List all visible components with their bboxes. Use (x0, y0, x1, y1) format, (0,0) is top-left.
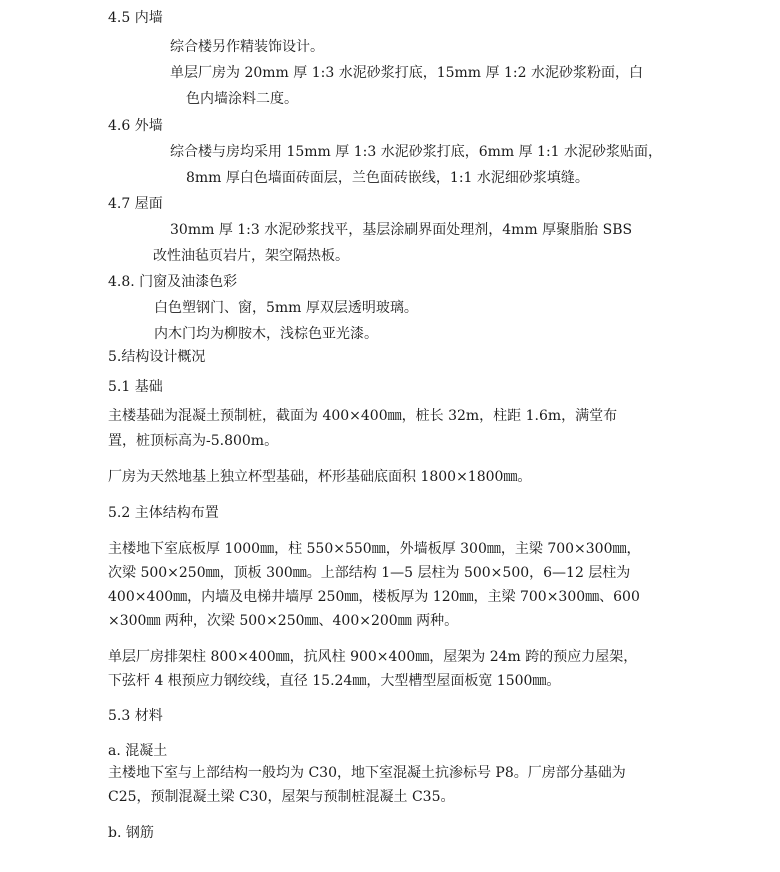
section-heading: 4.8. 门窗及油漆色彩 (108, 274, 238, 290)
section-heading: 4.6 外墙 (108, 118, 163, 134)
paragraph-line: 置，桩顶标高为-5.800m。 (108, 433, 279, 449)
paragraph-line: 单层厂房排架柱 800×400㎜，抗风柱 900×400㎜，屋架为 24m 跨的预应力屋架， (108, 649, 638, 665)
paragraph-line: C25，预制混凝土梁 C30，屋架与预制桩混凝土 C35。 (108, 789, 455, 805)
paragraph-line: 次梁 500×250㎜，顶板 300㎜。上部结构 1—5 层柱为 500×500，6—12 层柱为 (108, 565, 631, 581)
paragraph-line: 主楼地下室与上部结构一般均为 C30，地下室混凝土抗渗标号 P8。厂房部分基础为 (108, 765, 626, 781)
paragraph-line: 400×400㎜，内墙及电梯井墙厚 250㎜，楼板厚为 120㎜，主梁 700×300㎜、600 (108, 589, 640, 605)
section-heading: 5.2 主体结构布置 (108, 505, 219, 521)
paragraph-line: 主楼地下室底板厚 1000㎜，柱 550×550㎜，外墙板厚 300㎜，主梁 700×300㎜， (108, 541, 641, 557)
subsection-heading: a. 混凝土 (108, 743, 168, 759)
section-heading: 5.1 基础 (108, 379, 163, 395)
paragraph-line: 综合楼与房均采用 15mm 厚 1:3 水泥砂浆打底，6mm 厚 1:1 水泥砂浆贴面， (170, 144, 663, 160)
section-heading: 5.3 材料 (108, 708, 163, 724)
paragraph-line: 白色塑钢门、窗，5mm 厚双层透明玻璃。 (154, 300, 418, 316)
paragraph-line: 色内墙涂料二度。 (186, 91, 298, 107)
paragraph-line: 内木门均为柳胺木，浅棕色亚光漆。 (154, 326, 378, 342)
paragraph-line: ×300㎜ 两种，次梁 500×250㎜、400×200㎜ 两种。 (108, 613, 459, 629)
paragraph-line: 下弦杆 4 根预应力钢绞线，直径 15.24㎜，大型槽型屋面板宽 1500㎜。 (108, 673, 561, 689)
paragraph-line: 厂房为天然地基上独立杯型基础，杯形基础底面积 1800×1800㎜。 (108, 469, 532, 485)
section-heading: 4.5 内墙 (108, 10, 163, 26)
paragraph-line: 8mm 厚白色墙面砖面层，兰色面砖嵌线，1:1 水泥细砂浆填缝。 (186, 170, 589, 186)
subsection-heading: b. 钢筋 (108, 825, 154, 841)
section-heading: 4.7 屋面 (108, 196, 163, 212)
paragraph-line: 30mm 厚 1:3 水泥砂浆找平，基层涂刷界面处理剂，4mm 厚聚脂胎 SBS (170, 222, 633, 238)
paragraph-line: 单层厂房为 20mm 厚 1:3 水泥砂浆打底，15mm 厚 1:2 水泥砂浆粉面，白 (170, 65, 643, 81)
section-heading: 5.结构设计概况 (108, 349, 206, 365)
paragraph-line: 改性油毡页岩片，架空隔热板。 (153, 248, 349, 264)
paragraph-line: 主楼基础为混凝土预制桩，截面为 400×400㎜，桩长 32m，柱距 1.6m，满堂布 (108, 408, 618, 424)
paragraph-line: 综合楼另作精装饰设计。 (170, 39, 324, 55)
